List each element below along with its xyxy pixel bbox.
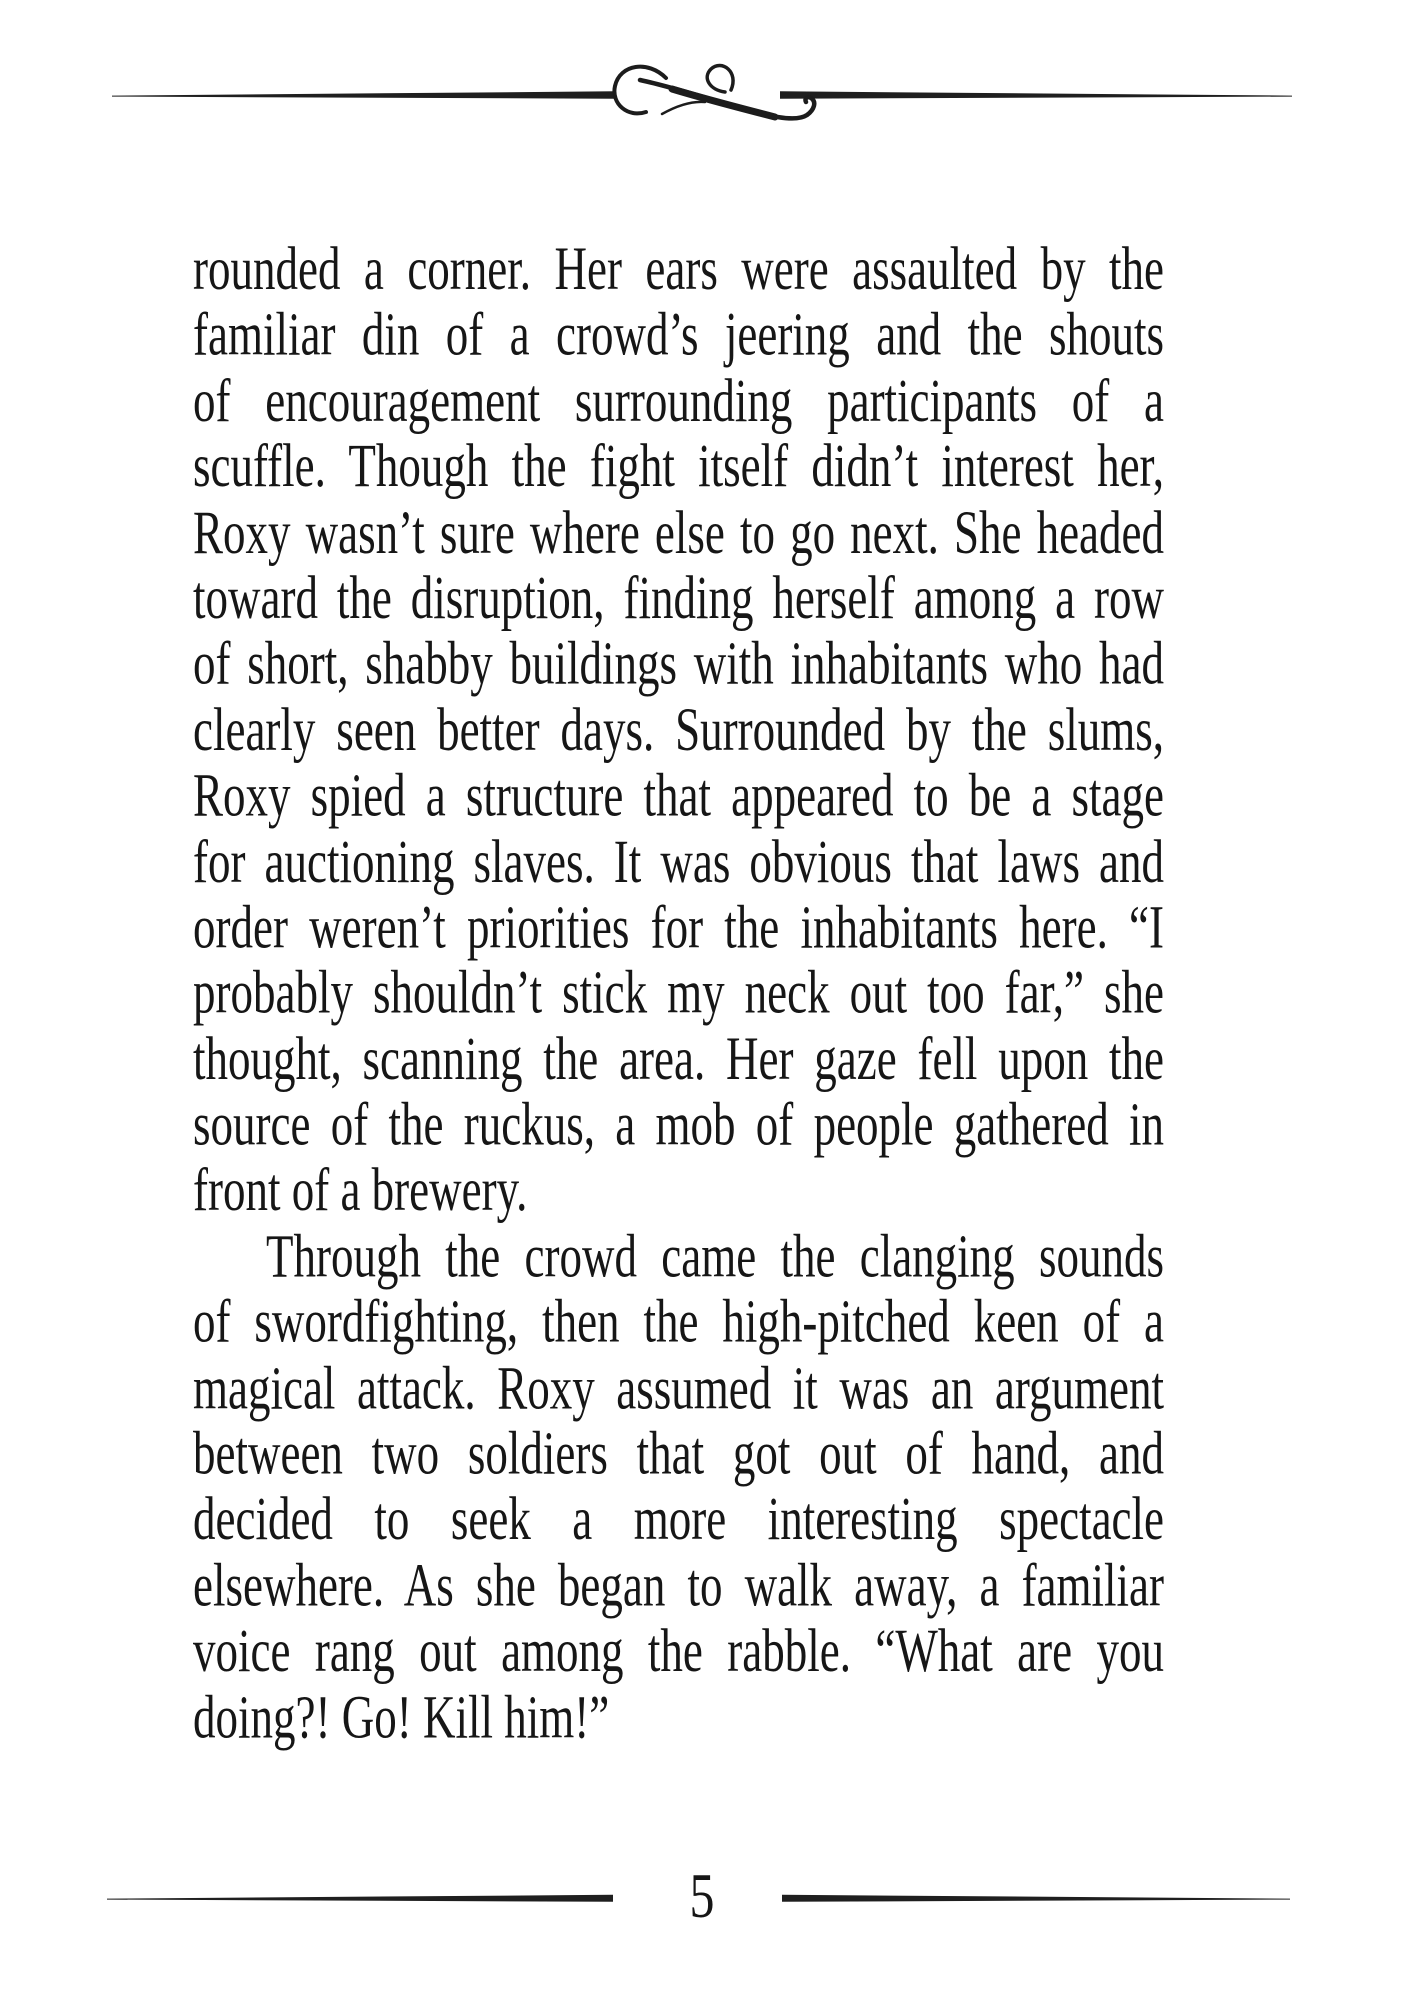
top-divider [112, 66, 1292, 119]
text-line: scuffle. Though the fight itself didn’t interest her, [193, 432, 1164, 501]
text-line: of encouragement surrounding participants of a [193, 366, 1164, 435]
text-line: between two soldiers that got out of hand, and [193, 1419, 1164, 1488]
text-line: Roxy wasn’t sure where else to go next. She headed [193, 497, 1164, 566]
text-line: clearly seen better days. Surrounded by the slums, [193, 695, 1164, 764]
text-line: of short, shabby buildings with inhabitants who had [193, 629, 1164, 698]
text-line: voice rang out among the rabble. “What are you [193, 1616, 1164, 1685]
text-line: thought, scanning the area. Her gaze fell upon the [193, 1024, 1164, 1093]
paragraph [193, 1223, 1164, 1749]
text-line: source of the ruckus, a mob of people gathered in [193, 1090, 1164, 1159]
text-line: magical attack. Roxy assumed it was an argument [193, 1353, 1164, 1422]
text-line: doing?! Go! Kill him!” [193, 1682, 610, 1751]
top-rule-left [112, 91, 615, 98]
text-line: Through the crowd came the clanging sounds [266, 1221, 1164, 1290]
text-line: front of a brewery. [193, 1155, 528, 1224]
page-number: 5 [689, 1859, 715, 1931]
text-line: for auctioning slaves. It was obvious that laws and [193, 826, 1164, 895]
paragraph [193, 236, 1164, 1223]
text-line: elsewhere. As she began to walk away, a familiar [193, 1550, 1164, 1619]
top-rule-right [780, 91, 1292, 98]
text-line: familiar din of a crowd’s jeering and the shouts [193, 300, 1164, 369]
text-line: order weren’t priorities for the inhabitants here. “I [193, 892, 1164, 961]
text-line: decided to seek a more interesting spectacle [193, 1485, 1164, 1554]
text-line: toward the disruption, finding herself among a row [193, 563, 1164, 632]
text-line: of swordfighting, then the high-pitched keen of a [193, 1287, 1164, 1356]
body-text [193, 236, 1164, 1750]
text-line: probably shouldn’t stick my neck out too far,” she [193, 958, 1164, 1027]
text-line: Roxy spied a structure that appeared to be a stage [193, 761, 1164, 830]
flourish-icon [614, 66, 814, 119]
text-line: rounded a corner. Her ears were assaulted by the [193, 234, 1164, 303]
